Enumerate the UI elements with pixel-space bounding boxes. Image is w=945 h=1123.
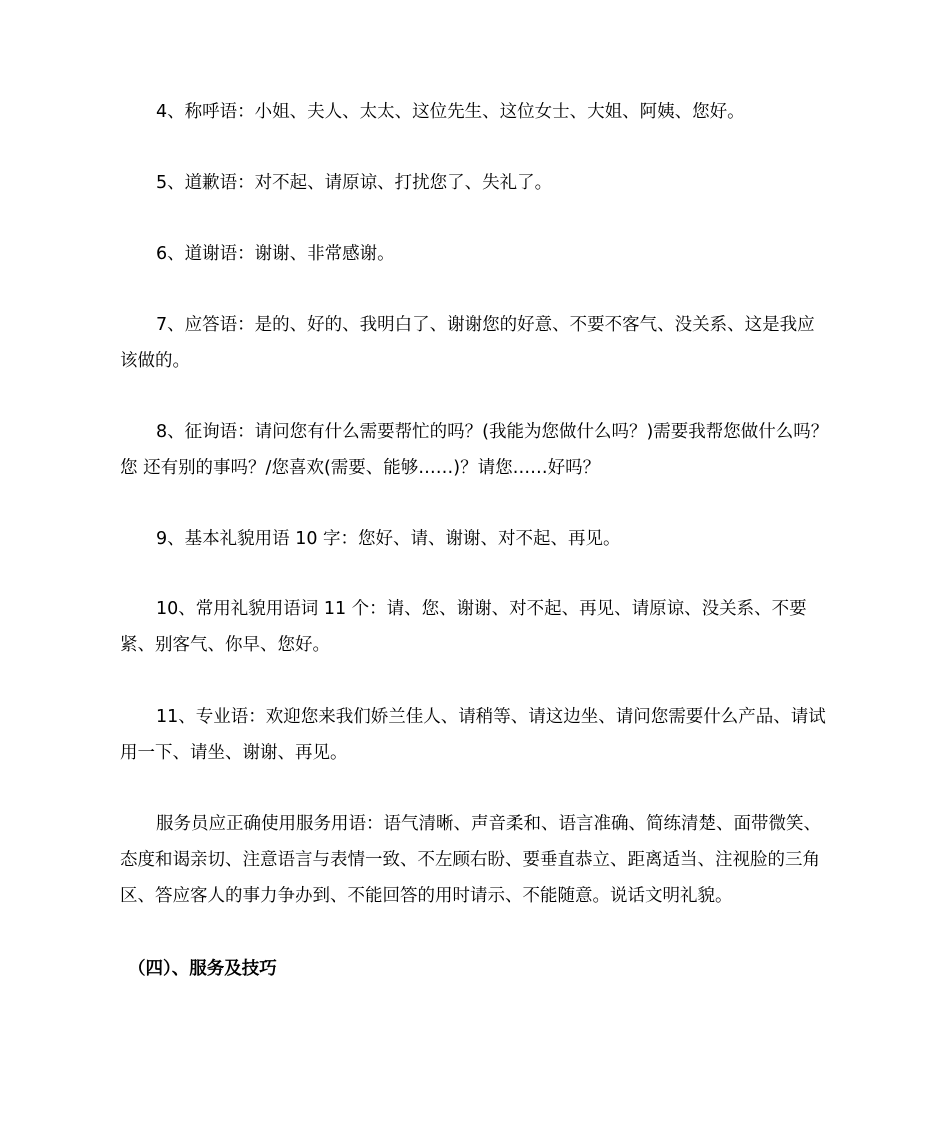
paragraph-thanks-terms: 6、道谢语：谢谢、非常感谢。 bbox=[156, 244, 395, 264]
paragraph-professional-terms: 11、专业语：欢迎您来我们娇兰佳人、请稍等、请这边坐、请问您需要什么产品、请试用一下、请坐、谢谢、再见。 bbox=[120, 707, 826, 763]
paragraph-basic-polite-terms: 9、基本礼貌用语 10 字：您好、请、谢谢、对不起、再见。 bbox=[156, 529, 621, 549]
paragraph-apology-terms: 5、道歉语：对不起、请原谅、打扰您了、失礼了。 bbox=[156, 173, 553, 193]
section-heading: （四）、服务及技巧 bbox=[128, 959, 277, 979]
paragraph-greeting-terms: 4、称呼语：小姐、夫人、太太、这位先生、这位女士、大姐、阿姨、您好。 bbox=[156, 102, 745, 122]
paragraph-inquiry-terms: 8、征询语：请问您有什么需要帮忙的吗？(我能为您做什么吗？)需要我帮您做什么吗？您 还有别的事吗？/您喜欢(需要、能够……)？请您……好吗？ bbox=[120, 422, 829, 478]
paragraph-response-terms: 7、应答语：是的、好的、我明白了、谢谢您的好意、不要不客气、没关系、这是我应该做的。 bbox=[120, 315, 815, 371]
paragraph-service-language-guidelines: 服务员应正确使用服务用语：语气清晰、声音柔和、语言准确、简练清楚、面带微笑、态度和谒亲切、注意语言与表情一致、不左顾右盼、要垂直恭立、距离适当、注视脸的三角区、答应客人的事力争办到、不能回答的用时请示、不能随意。说话文明礼貌。 bbox=[120, 814, 821, 906]
paragraph-common-polite-terms: 10、常用礼貌用语词 11 个：请、您、谢谢、对不起、再见、请原谅、没关系、不要紧、别客气、你早、您好。 bbox=[120, 599, 807, 655]
